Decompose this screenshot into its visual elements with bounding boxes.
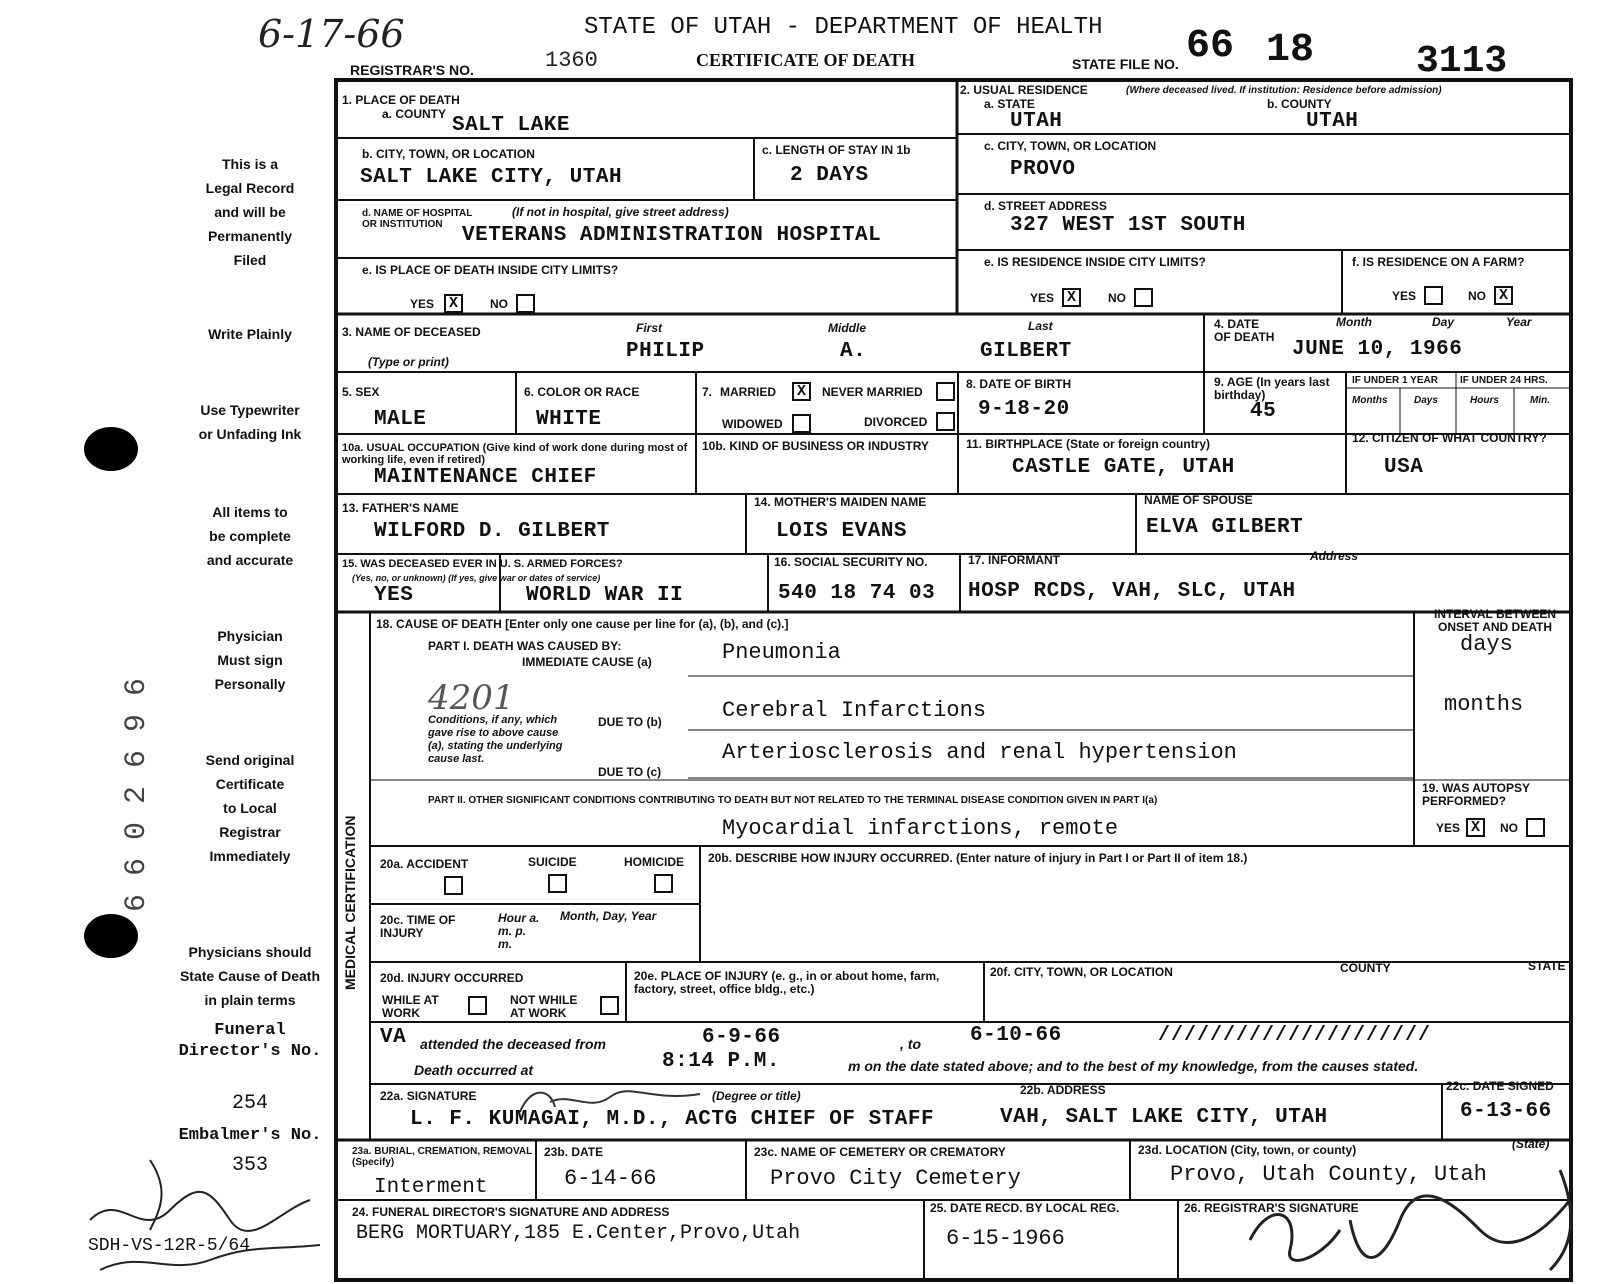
physician-address-value: VAH, SALT LAKE CITY, UTAH <box>1000 1106 1328 1129</box>
while-at-work-checkbox[interactable] <box>468 996 487 1015</box>
divorced-label: DIVORCED <box>864 415 928 429</box>
min-label: Min. <box>1530 395 1550 406</box>
interval-a-value: days <box>1460 632 1513 657</box>
physician-note: Physician Must sign Personally <box>214 628 286 692</box>
write-plainly-note: Write Plainly <box>208 326 292 342</box>
burial-date-label: 23b. DATE <box>544 1145 604 1159</box>
inside-no-label: NO <box>490 297 508 311</box>
spouse-value: ELVA GILBERT <box>1146 516 1304 539</box>
form-title: STATE OF UTAH - DEPARTMENT OF HEALTH <box>584 14 1103 41</box>
accident-checkbox[interactable] <box>444 876 463 895</box>
street-value: 327 WEST 1ST SOUTH <box>1010 214 1246 237</box>
date-of-death-value: JUNE 10, 1966 <box>1292 338 1463 361</box>
autopsy-yes-label: YES <box>1436 821 1461 835</box>
conditions-label: Conditions, if any, which gave rise to above cause (a), stating the underlying cause last. <box>428 714 563 765</box>
never-married-label: NEVER MARRIED <box>822 385 923 399</box>
cemetery-value: Provo City Cemetery <box>770 1166 1021 1191</box>
race-label: 6. COLOR OR RACE <box>524 385 640 399</box>
attended-label: attended the deceased from <box>420 1036 606 1052</box>
res-city-value: PROVO <box>1010 158 1076 181</box>
physician-value: L. F. KUMAGAI, M.D., ACTG CHIEF OF STAFF <box>410 1108 935 1131</box>
sex-label: 5. SEX <box>342 385 380 399</box>
married-label: MARRIED <box>720 385 776 399</box>
citizen-value: USA <box>1384 456 1424 479</box>
first-name-value: PHILIP <box>626 340 705 363</box>
degree-label: (Degree or title) <box>712 1089 801 1103</box>
time-of-injury-label: 20c. TIME OF INJURY <box>380 913 456 940</box>
date-of-death-label: 4. DATE OF DEATH <box>1214 317 1275 344</box>
citizen-label: 12. CITIZEN OF WHAT COUNTRY? <box>1352 431 1547 445</box>
legal-record-note: This is a Legal Record and will be Permanently Filed <box>205 156 295 268</box>
inside-city-label: e. IS PLACE OF DEATH INSIDE CITY LIMITS? <box>362 263 619 277</box>
suicide-checkbox[interactable] <box>548 874 567 893</box>
birthplace-label: 11. BIRTHPLACE (State or foreign country) <box>966 437 1211 451</box>
res-inside-yes-checkbox[interactable]: X <box>1062 288 1081 307</box>
last-label: Last <box>1028 319 1053 333</box>
accident-label: 20a. ACCIDENT <box>380 857 469 871</box>
cause-c-value: Arteriosclerosis and renal hypertension <box>722 740 1237 765</box>
place-of-injury-label: 20e. PLACE OF INJURY (e. g., in or about home, farm, factory, street, office bldg., etc.) <box>634 969 940 996</box>
res-county-label: b. COUNTY <box>1267 97 1332 111</box>
immediate-cause-label: IMMEDIATE CAUSE (a) <box>522 655 652 669</box>
suicide-label: SUICIDE <box>528 855 577 869</box>
hours-label: Hours <box>1470 395 1499 406</box>
attending-facility-value: VA <box>380 1026 407 1049</box>
handwritten-date: 6-17-66 <box>258 12 405 56</box>
race-value: WHITE <box>536 408 602 431</box>
day-label: Day <box>1432 315 1455 329</box>
ssn-label: 16. SOCIAL SECURITY NO. <box>774 555 928 569</box>
usual-residence-label: 2. USUAL RESIDENCE <box>960 83 1088 97</box>
certification-statement: m on the date stated above; and to the best of my knowledge, from the causes stated. <box>848 1058 1419 1074</box>
cause-b-value: Cerebral Infarctions <box>722 698 987 723</box>
state-file-code: 18 <box>1266 28 1315 73</box>
widowed-checkbox[interactable] <box>792 414 811 433</box>
dob-label: 8. DATE OF BIRTH <box>966 377 1072 391</box>
burial-location-label: 23d. LOCATION (City, town, or county) <box>1138 1143 1357 1157</box>
due-to-b-label: DUE TO (b) <box>598 715 662 729</box>
age-value: 45 <box>1250 400 1277 423</box>
attended-from-value: 6-9-66 <box>702 1026 781 1049</box>
burial-date-value: 6-14-66 <box>564 1166 657 1191</box>
injury-description-label: 20b. DESCRIBE HOW INJURY OCCURRED. (Enter nature of injury in Part I or Part II of item 18.) <box>708 851 1248 865</box>
while-at-work-label: WHILE AT WORK <box>382 993 439 1020</box>
res-county-value: UTAH <box>1306 110 1359 133</box>
cause-plain-note: Physicians should State Cause of Death in plain terms <box>179 944 321 1008</box>
farm-label: f. IS RESIDENCE ON A FARM? <box>1352 255 1525 269</box>
embalmer-label: Embalmer's No. <box>178 1126 322 1145</box>
divorced-checkbox[interactable] <box>936 412 955 431</box>
res-city-label: c. CITY, TOWN, OR LOCATION <box>984 139 1157 153</box>
father-label: 13. FATHER'S NAME <box>342 501 459 515</box>
usual-residence-note: (Where deceased lived. If institution: Residence before admission) <box>1126 85 1442 96</box>
name-label: 3. NAME OF DECEASED <box>342 325 481 339</box>
autopsy-no-label: NO <box>1500 821 1518 835</box>
war-value: WORLD WAR II <box>526 584 684 607</box>
spouse-label: NAME OF SPOUSE <box>1144 493 1253 507</box>
widowed-label: WIDOWED <box>722 417 783 431</box>
hour-label: Hour a. m. p. m. <box>498 911 540 951</box>
send-original-note: Send original Certificate to Local Registrar Immediately <box>205 752 295 864</box>
sex-value: MALE <box>374 408 427 431</box>
burial-location-value: Provo, Utah County, Utah <box>1170 1162 1487 1187</box>
res-inside-yes-label: YES <box>1030 291 1055 305</box>
hospital-label: d. NAME OF HOSPITAL OR INSTITUTION <box>362 208 473 230</box>
injury-state-label: STATE <box>1528 959 1566 973</box>
father-value: WILFORD D. GILBERT <box>374 520 610 543</box>
county-label: a. COUNTY <box>382 107 447 121</box>
armed-forces-label: 15. WAS DECEASED EVER IN U. S. ARMED FORCES? <box>342 558 623 570</box>
inside-yes-checkbox[interactable]: X <box>444 294 463 313</box>
date-signed-value: 6-13-66 <box>1460 1100 1552 1123</box>
age-label: 9. AGE (In years last birthday) <box>1214 375 1330 402</box>
res-inside-city-label: e. IS RESIDENCE INSIDE CITY LIMITS? <box>984 255 1206 269</box>
res-inside-no-label: NO <box>1108 291 1126 305</box>
funeral-director-label: Funeral Director's No. <box>178 1021 322 1061</box>
funeral-director-sig-label: 24. FUNERAL DIRECTOR'S SIGNATURE AND ADDRESS <box>352 1205 670 1219</box>
days-label: Days <box>1414 395 1438 406</box>
certificate-title: CERTIFICATE OF DEATH <box>696 50 916 70</box>
state-file-label: STATE FILE NO. <box>1072 56 1179 72</box>
time-of-death-value: 8:14 P.M. <box>662 1050 780 1073</box>
under-24-hours-label: IF UNDER 24 HRS. <box>1460 375 1548 386</box>
hospital-note: (If not in hospital, give street address) <box>512 205 729 219</box>
injury-county-label: COUNTY <box>1340 961 1391 975</box>
date-signed-label: 22c. DATE SIGNED <box>1446 1079 1554 1093</box>
complete-note: All items to be complete and accurate <box>206 504 294 568</box>
interval-label: INTERVAL BETWEEN ONSET AND DEATH <box>1433 607 1556 634</box>
part-2-label: PART II. OTHER SIGNIFICANT CONDITIONS CONTRIBUTING TO DEATH BUT NOT RELATED TO THE TERMINAL DISEASE CONDITION GIVEN IN PART I(a) <box>428 795 1158 806</box>
mother-value: LOIS EVANS <box>776 520 908 543</box>
informant-label: 17. INFORMANT <box>968 553 1061 567</box>
not-while-at-work-checkbox[interactable] <box>600 996 619 1015</box>
hospital-value: VETERANS ADMINISTRATION HOSPITAL <box>462 224 882 247</box>
occupation-label: 10a. USUAL OCCUPATION (Give kind of work done during most of working life, even if retired) <box>342 442 688 466</box>
married-checkbox[interactable]: X <box>792 382 811 401</box>
month-label: Month <box>1336 315 1372 329</box>
autopsy-yes-checkbox[interactable]: X <box>1466 818 1485 837</box>
res-inside-no-checkbox[interactable] <box>1134 288 1153 307</box>
street-label: d. STREET ADDRESS <box>984 199 1107 213</box>
registrar-no: 1360 <box>545 48 598 73</box>
county-value: SALT LAKE <box>452 114 570 137</box>
occupation-value: MAINTENANCE CHIEF <box>374 466 597 489</box>
inside-no-checkbox[interactable] <box>516 294 535 313</box>
place-of-death-label: 1. PLACE OF DEATH <box>342 93 460 107</box>
injury-date-label: Month, Day, Year <box>560 909 657 923</box>
ssn-value: 540 18 74 03 <box>778 582 936 605</box>
under-1-year-label: IF UNDER 1 YEAR <box>1352 375 1438 386</box>
middle-label: Middle <box>828 321 866 335</box>
stamp-number: 6602696 <box>120 659 154 912</box>
last-name-value: GILBERT <box>980 340 1072 363</box>
autopsy-label: 19. WAS AUTOPSY PERFORMED? <box>1422 781 1530 808</box>
mother-label: 14. MOTHER'S MAIDEN NAME <box>754 495 927 509</box>
cause-of-death-label: 18. CAUSE OF DEATH [Enter only one cause per line for (a), (b), and (c).] <box>376 617 789 631</box>
informant-value: HOSP RCDS, VAH, SLC, UTAH <box>968 580 1296 603</box>
disposition-value: Interment <box>374 1176 488 1199</box>
farm-no-checkbox[interactable]: X <box>1494 286 1513 305</box>
city-value: SALT LAKE CITY, UTAH <box>360 166 623 189</box>
first-label: First <box>636 321 663 335</box>
autopsy-no-checkbox[interactable] <box>1526 818 1545 837</box>
city-label: b. CITY, TOWN, OR LOCATION <box>362 147 535 161</box>
part-1-label: PART I. DEATH WAS CAUSED BY: <box>428 639 622 653</box>
not-while-at-work-label: NOT WHILE AT WORK <box>510 993 578 1020</box>
form-number: SDH-VS-12R-5/64 <box>88 1236 251 1256</box>
registrar-label: REGISTRAR'S NO. <box>350 62 474 78</box>
homicide-checkbox[interactable] <box>654 874 673 893</box>
signature-label: 22a. SIGNATURE <box>380 1089 477 1103</box>
months-label: Months <box>1352 395 1388 406</box>
cemetery-label: 23c. NAME OF CEMETERY OR CREMATORY <box>754 1145 1006 1159</box>
funeral-director-no: 254 <box>231 1092 268 1115</box>
length-of-stay-label: c. LENGTH OF STAY IN 1b <box>762 143 911 157</box>
typewriter-note: Use Typewriter or Unfading Ink <box>198 402 302 442</box>
embalmer-no: 353 <box>231 1154 268 1177</box>
business-label: 10b. KIND OF BUSINESS OR INDUSTRY <box>702 439 929 453</box>
date-received-label: 25. DATE RECD. BY LOCAL REG. <box>930 1201 1120 1215</box>
part-2-value: Myocardial infarctions, remote <box>722 816 1119 841</box>
dob-value: 9-18-20 <box>978 398 1070 421</box>
death-occurred-label: Death occurred at <box>414 1062 534 1078</box>
medical-certification-label: MEDICAL CERTIFICATION <box>342 815 358 990</box>
state-file-number: 3113 <box>1416 40 1508 83</box>
attended-to-value: 6-10-66 <box>970 1024 1062 1047</box>
interval-b-value: months <box>1444 692 1524 717</box>
armed-forces-value: YES <box>374 584 414 607</box>
cause-code: 4201 <box>428 678 515 718</box>
birthplace-value: CASTLE GATE, UTAH <box>1012 456 1235 479</box>
farm-yes-label: YES <box>1392 289 1417 303</box>
res-state-label: a. STATE <box>984 97 1035 111</box>
physician-address-label: 22b. ADDRESS <box>1020 1083 1106 1097</box>
strikeout-marks: ///////////////////// <box>1158 1024 1432 1047</box>
registrar-signature <box>1230 1160 1595 1280</box>
funeral-director-value: BERG MORTUARY,185 E.Center,Provo,Utah <box>356 1222 801 1245</box>
date-received-value: 6-15-1966 <box>946 1226 1065 1251</box>
injury-occurred-label: 20d. INJURY OCCURRED <box>380 971 524 985</box>
never-married-checkbox[interactable] <box>936 382 955 401</box>
to-label: , to <box>900 1036 921 1052</box>
homicide-label: HOMICIDE <box>624 855 684 869</box>
middle-name-value: A. <box>840 340 867 363</box>
armed-forces-note: (Yes, no, or unknown) (If yes, give war or dates of service) <box>352 573 601 583</box>
cause-a-value: Pneumonia <box>722 640 841 665</box>
registrar-signature-label: 26. REGISTRAR'S SIGNATURE <box>1184 1201 1359 1215</box>
informant-address-label: Address <box>1310 549 1359 563</box>
due-to-c-label: DUE TO (c) <box>598 765 662 779</box>
res-state-value: UTAH <box>1010 110 1063 133</box>
burial-state-label: (State) <box>1512 1137 1550 1151</box>
disposition-label: 23a. BURIAL, CREMATION, REMOVAL (Specify) <box>352 1146 533 1168</box>
state-file-year: 66 <box>1186 24 1235 69</box>
farm-no-label: NO <box>1468 289 1486 303</box>
inside-yes-label: YES <box>410 297 435 311</box>
injury-city-label: 20f. CITY, TOWN, OR LOCATION <box>990 965 1173 979</box>
farm-yes-checkbox[interactable] <box>1424 286 1443 305</box>
name-note: (Type or print) <box>368 355 449 369</box>
marital-label: 7. <box>702 385 713 399</box>
year-label: Year <box>1506 315 1532 329</box>
length-of-stay-value: 2 DAYS <box>790 164 869 187</box>
